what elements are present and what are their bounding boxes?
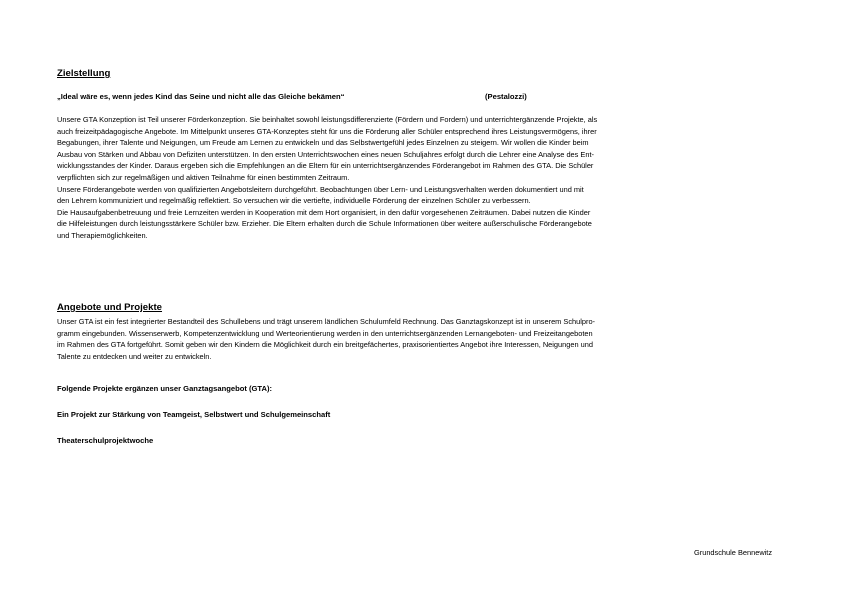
pestalozzi-quote: „Ideal wäre es, wenn jedes Kind das Seine und nicht alle das Gleiche bekämen“ <box>57 92 345 101</box>
project-item: Theaterschulprojektwoche <box>57 436 154 445</box>
paragraph-line: und Therapiemöglichkeiten. <box>57 230 148 240</box>
paragraph-line: die Hilfeleistungen durch leistungsstärkere Schüler bzw. Erzieher. Die Eltern erhalten durch die Schule Informationen über weitere außerschulische Förderangebote <box>57 219 592 229</box>
project-item: Ein Projekt zur Stärkung von Teamgeist, Selbstwert und Schulgemeinschaft <box>57 410 331 419</box>
paragraph-line: im Rahmen des GTA fortgeführt. Somit geben wir den Kindern die Möglichkeit durch ein breitgefächertes, praxisorientiertes Angebot ihre Interessen, Neigungen und <box>57 340 593 350</box>
footer-school-name: Grundschule Bennewitz <box>694 548 773 557</box>
section-heading-angebote: Angebote und Projekte <box>57 302 163 313</box>
paragraph-line: den Lehrern kommuniziert und regelmäßig reflektiert. So versuchen wir die vertiefte, individuelle Förderung der einzelnen Schüler zu verbessern. <box>57 196 531 206</box>
paragraph-line: Unser GTA ist ein fest integrierter Bestandteil des Schullebens und trägt unserem ländlichen Schulumfeld Rechnung. Das Ganztagskonzept ist in unserem Schulpro- <box>57 317 596 326</box>
angebote-paragraph <box>57 316 799 362</box>
projects-intro: Folgende Projekte ergänzen unser Ganztagsangebot (GTA): <box>57 384 273 393</box>
paragraph-line: Begabungen, ihrer Talente und Neigungen, um Freude am Lernen zu entwickeln und das Selbstwertgefühl jedes Einzelnen zu steigern. Wir wollen die Kinder beim <box>57 138 589 148</box>
paragraph-line: gramm eingebunden. Wissenserwerb, Kompetenzentwicklung und Werteorientierung werden in den unterrichtsergänzenden Lernangeboten- und Freizeitangeboten <box>57 328 593 338</box>
paragraph-line: Unsere GTA Konzeption ist Teil unserer Förderkonzeption. Sie beinhaltet sowohl leistungsdifferenzierte (Fördern und Fordern) und unterrichtergänzende Projekte, als <box>57 115 598 124</box>
paragraph-line: verpflichten sich zur regelmäßigen und aktiven Teilnahme für einen bestimmten Zeitraum. <box>57 172 350 182</box>
zielstellung-paragraph <box>57 114 799 242</box>
paragraph-line: Talente zu entdecken und weiter zu entwickeln. <box>57 351 212 361</box>
paragraph-line: auch freizeitpädagogische Angebote. Im Mittelpunkt unseres GTA-Konzeptes steht für uns die Förderung aller Schüler entsprechend ihres Leistungsvermögens, ihrer <box>57 126 597 136</box>
section-heading-zielstellung: Zielstellung <box>57 68 111 79</box>
quote-author: (Pestalozzi) <box>485 92 527 101</box>
paragraph-line: Die Hausaufgabenbetreuung und freie Lernzeiten werden in Kooperation mit dem Hort organisiert, in den dafür vorgesehenen Zeiträumen. Dabei nutzen die Kinder <box>57 207 591 217</box>
paragraph-line: wicklungsstandes der Kinder. Daraus ergeben sich die Empfehlungen an die Eltern für ein unterrichtsergänzendes Förderangebot im Rahmen des GTA. Die Schüler <box>57 161 594 171</box>
paragraph-line: Ausbau von Stärken und Abbau von Defiziten unterstützen. In den ersten Unterrichtswochen eines neuen Schuljahres erfolgt durch die Lehrer eine Analyse des Ent- <box>57 149 594 159</box>
paragraph-line: Unsere Förderangebote werden von qualifizierten Angebotsleitern durchgeführt. Beobachtungen über Lern- und Leistungsverhalten werden dokumentiert und mit <box>57 184 584 194</box>
